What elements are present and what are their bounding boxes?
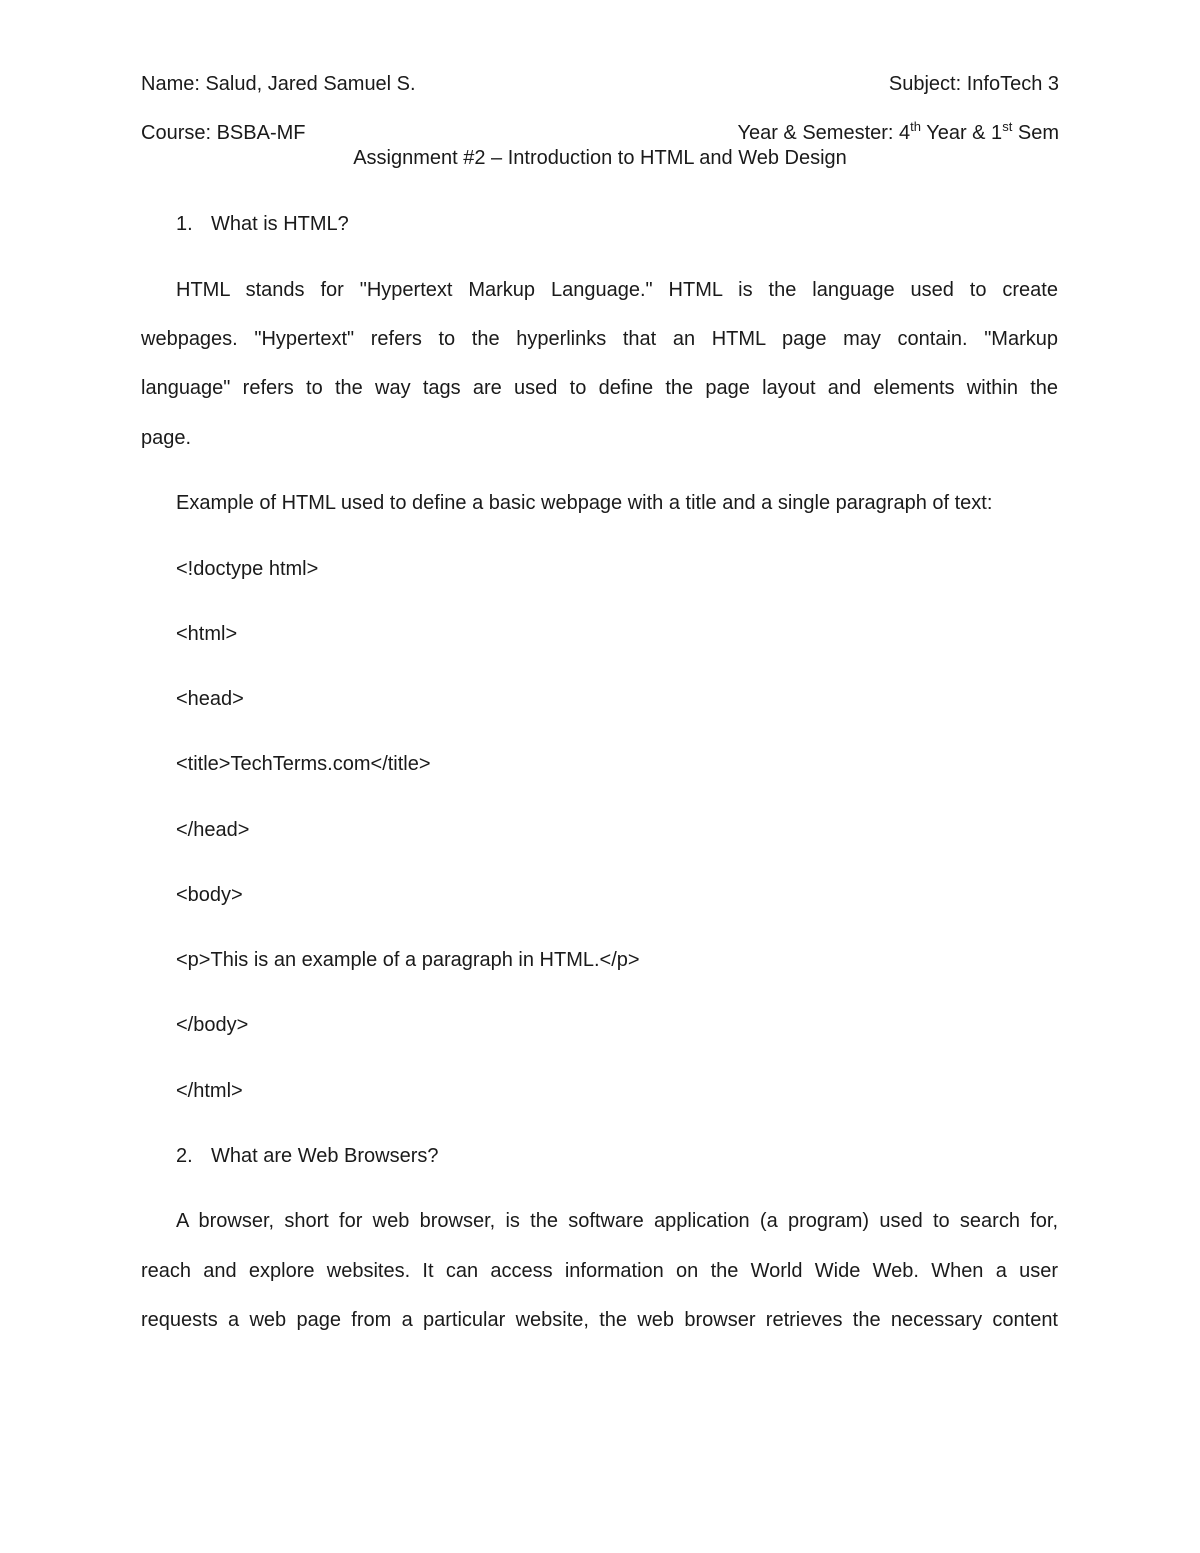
code-line: <html> (176, 623, 238, 645)
code-line: <!doctype html> (176, 558, 319, 580)
year-mid: Year & 1 (921, 122, 1003, 144)
q2-number: 2. (176, 1145, 193, 1167)
q2-para-line-2: reach and explore websites. It can access information on the World Wide Web. When a user (141, 1260, 1058, 1282)
year-sup-st: st (1002, 119, 1013, 134)
q1-question: What is HTML? (211, 213, 349, 235)
student-name: Name: Salud, Jared Samuel S. (141, 73, 416, 95)
q2-question: What are Web Browsers? (211, 1145, 439, 1167)
q2-para-line-1: A browser, short for web browser, is the software application (a program) used to search for, (176, 1210, 1058, 1232)
code-line: </head> (176, 819, 250, 841)
code-line: <p>This is an example of a paragraph in HTML.</p> (176, 949, 640, 971)
q1-para-line-3: language" refers to the way tags are used to define the page layout and elements within the (141, 377, 1058, 399)
assignment-title: Assignment #2 – Introduction to HTML and Web Design (353, 147, 847, 169)
q1-para-line-2: webpages. "Hypertext" refers to the hyperlinks that an HTML page may contain. "Markup (141, 328, 1058, 350)
q1-example-intro: Example of HTML used to define a basic webpage with a title and a single paragraph of text: (176, 492, 993, 514)
q1-para-line-1: HTML stands for "Hypertext Markup Language." HTML is the language used to create (176, 279, 1058, 301)
q1-number: 1. (176, 213, 193, 235)
year-suffix: Sem (1012, 122, 1059, 144)
q2-para-line-3: requests a web page from a particular website, the web browser retrieves the necessary content (141, 1309, 1058, 1331)
code-line: <body> (176, 884, 243, 906)
code-line: </body> (176, 1014, 249, 1036)
code-line: </html> (176, 1080, 243, 1102)
course: Course: BSBA-MF (141, 122, 306, 144)
code-line: <head> (176, 688, 244, 710)
code-line: <title>TechTerms.com</title> (176, 753, 431, 775)
year-sup-th: th (910, 119, 921, 134)
year-prefix: Year & Semester: 4 (737, 122, 911, 144)
subject: Subject: InfoTech 3 (888, 73, 1059, 95)
year-semester (737, 121, 1059, 145)
q1-para-line-4: page. (141, 427, 192, 449)
